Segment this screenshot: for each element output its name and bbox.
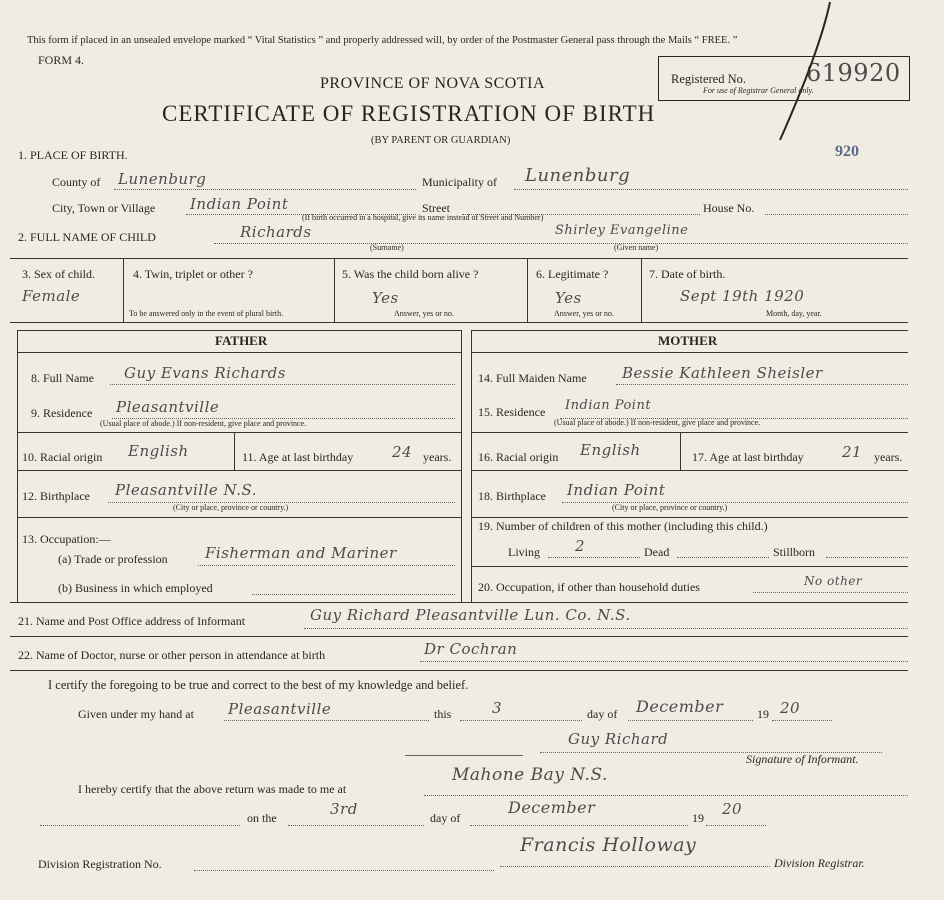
registered-number: 619920	[806, 59, 901, 87]
father-birthplace-note: (City or place, province or country.)	[173, 503, 289, 512]
dead-line	[677, 557, 769, 558]
col-divider	[334, 258, 335, 322]
living-line	[548, 557, 640, 558]
father-business-label: (b) Business in which employed	[58, 581, 213, 595]
reg-month-line	[470, 825, 688, 826]
col-divider	[680, 432, 681, 470]
year-line	[772, 720, 832, 721]
reg-day-of-label: day of	[430, 811, 461, 825]
registered-label: Registered No.	[671, 72, 746, 86]
stillborn-line	[826, 557, 908, 558]
father-box-right	[461, 330, 462, 602]
row-divider	[471, 352, 908, 353]
day-line	[460, 720, 582, 721]
reg-day-line	[288, 825, 424, 826]
father-years: years.	[423, 450, 452, 464]
father-birthplace-value: Pleasantville N.S.	[115, 481, 257, 499]
father-age-label: 11. Age at last birthday	[242, 450, 354, 464]
father-birthplace-label: 12. Birthplace	[22, 489, 90, 503]
registrar-note: For use of Registrar General only.	[703, 86, 814, 95]
father-trade-label: (a) Trade or profession	[58, 552, 168, 566]
row-divider	[17, 432, 461, 433]
row-divider	[10, 602, 908, 603]
stamp-number: 920	[835, 143, 859, 160]
mother-birthplace-value: Indian Point	[567, 481, 666, 499]
mother-box-left	[471, 330, 472, 602]
row-divider	[17, 470, 461, 471]
certificate-subtitle: (BY PARENT OR GUARDIAN)	[371, 135, 511, 146]
day-of-label: day of	[587, 707, 618, 721]
doctor-label: 22. Name of Doctor, nurse or other person in attendance at birth	[18, 648, 326, 662]
year-prefix: 19	[757, 707, 769, 721]
legitimate-value: Yes	[555, 289, 582, 307]
county-line	[114, 189, 416, 190]
mother-maiden-line	[616, 384, 908, 385]
mother-children-label: 19. Number of children of this mother (including this child.)	[478, 519, 768, 533]
registrar-caption: Division Registrar.	[774, 856, 865, 870]
reg-year: 20	[722, 800, 743, 818]
col-divider	[123, 258, 124, 322]
certificate-title: CERTIFICATE OF REGISTRATION OF BIRTH	[162, 101, 656, 126]
municipality-label: Municipality of	[422, 175, 497, 189]
col-divider	[641, 258, 642, 322]
this-label: this	[434, 707, 452, 721]
father-residence-value: Pleasantville	[116, 398, 220, 416]
father-box-left	[17, 330, 18, 602]
doctor-value: Dr Cochran	[424, 640, 518, 658]
father-trade-line	[198, 565, 455, 566]
informant-line	[304, 628, 908, 629]
father-name-value: Guy Evans Richards	[124, 364, 286, 382]
doctor-line	[420, 661, 908, 662]
father-name-line	[110, 384, 455, 385]
house-line	[765, 214, 908, 215]
sex-value: Female	[22, 287, 81, 305]
father-racial-label: 10. Racial origin	[22, 450, 103, 464]
signature-rule	[405, 755, 523, 756]
registrar-signature-line	[500, 866, 770, 867]
legitimate-label: 6. Legitimate ?	[536, 267, 609, 281]
reg-year-prefix: 19	[692, 811, 704, 825]
row-divider	[17, 517, 461, 518]
mother-birthplace-note: (City or place, province or country.)	[612, 503, 728, 512]
return-place: Mahone Bay N.S.	[452, 765, 608, 785]
reg-month: December	[508, 798, 596, 817]
row-divider	[471, 517, 908, 518]
mother-age-value: 21	[842, 443, 863, 461]
informant-label: 21. Name and Post Office address of Informant	[18, 614, 246, 628]
father-trade-value: Fisherman and Mariner	[205, 544, 397, 562]
mother-residence-note: (Usual place of abode.) If non-resident, give place and province.	[554, 418, 761, 427]
dob-label: 7. Date of birth.	[649, 267, 726, 281]
street-label: Street	[422, 201, 450, 215]
mother-box-top	[471, 330, 908, 331]
given-place-line	[224, 720, 429, 721]
father-heading: FATHER	[215, 333, 268, 348]
father-residence-label: 9. Residence	[31, 406, 93, 420]
father-occupation-label: 13. Occupation:—	[22, 532, 111, 546]
hospital-note: (If birth occurred in a hospital, give its name instead of Street and Number)	[302, 213, 544, 222]
mother-maiden-value: Bessie Kathleen Sheisler	[622, 364, 823, 382]
province-heading: PROVINCE OF NOVA SCOTIA	[320, 75, 546, 92]
mother-residence-label: 15. Residence	[478, 405, 546, 419]
dob-note: Month, day, year.	[766, 309, 822, 318]
alive-note: Answer, yes or no.	[394, 309, 454, 318]
informant-signature: Guy Richard	[568, 730, 669, 748]
mother-racial-label: 16. Racial origin	[478, 450, 559, 464]
return-place-line	[424, 795, 908, 796]
reg-day: 3rd	[330, 800, 358, 818]
row-divider	[471, 470, 908, 471]
mother-occupation-line	[753, 592, 908, 593]
father-racial-value: English	[128, 442, 189, 460]
registrar-signature: Francis Holloway	[520, 834, 697, 856]
row-divider	[471, 566, 908, 567]
child-given-name: Shirley Evangeline	[555, 223, 689, 238]
twin-note: To be answered only in the event of plural birth.	[129, 309, 284, 318]
row-divider	[17, 352, 461, 353]
stillborn-label: Stillborn	[773, 545, 816, 559]
mother-years: years.	[874, 450, 903, 464]
pen-stroke-mark	[770, 0, 840, 145]
mother-maiden-label: 14. Full Maiden Name	[478, 371, 587, 385]
sex-label: 3. Sex of child.	[22, 267, 95, 281]
given-place: Pleasantville	[228, 700, 332, 718]
row-divider	[10, 258, 908, 259]
on-the-label: on the	[247, 811, 277, 825]
living-value: 2	[575, 537, 586, 555]
postal-notice: This form if placed in an unsealed envelope marked “ Vital Statistics ” and properly addressed will, by order of the Postmaster General pass through the Mails “ FREE. ”	[27, 35, 738, 46]
informant-value: Guy Richard Pleasantville Lun. Co. N.S.	[310, 606, 631, 624]
certify-text: I certify the foregoing to be true and correct to the best of my knowledge and belief.	[48, 678, 469, 692]
on-the-lead-line	[40, 825, 240, 826]
child-surname: Richards	[240, 223, 312, 241]
city-value: Indian Point	[190, 195, 289, 213]
given-label: Given under my hand at	[78, 707, 194, 721]
municipality-line	[514, 189, 908, 190]
row-divider	[10, 322, 908, 323]
alive-label: 5. Was the child born alive ?	[342, 267, 479, 281]
dead-label: Dead	[644, 545, 670, 559]
given-caption: (Given name)	[614, 243, 659, 252]
division-no-label: Division Registration No.	[38, 857, 162, 871]
division-no-line	[194, 870, 494, 871]
mother-residence-value: Indian Point	[565, 398, 652, 413]
city-label: City, Town or Village	[52, 201, 156, 215]
county-value: Lunenburg	[118, 170, 207, 188]
col-divider	[527, 258, 528, 322]
row-divider	[471, 432, 908, 433]
child-name-line	[214, 243, 908, 244]
county-label: County of	[52, 175, 101, 189]
house-label: House No.	[703, 201, 755, 215]
month-line	[628, 720, 753, 721]
month-value: December	[636, 697, 724, 716]
alive-value: Yes	[372, 289, 399, 307]
reg-year-line	[706, 825, 766, 826]
legitimate-note: Answer, yes or no.	[554, 309, 614, 318]
father-business-line	[252, 594, 455, 595]
municipality-value: Lunenburg	[525, 165, 631, 186]
row-divider	[10, 670, 908, 671]
day-value: 3	[492, 699, 503, 717]
twin-label: 4. Twin, triplet or other ?	[133, 267, 253, 281]
place-of-birth-heading: 1. PLACE OF BIRTH.	[18, 148, 128, 162]
father-name-label: 8. Full Name	[31, 371, 94, 385]
form-number: FORM 4.	[38, 53, 85, 67]
mother-heading: MOTHER	[658, 333, 718, 348]
child-name-label: 2. FULL NAME OF CHILD	[18, 230, 156, 244]
father-age-value: 24	[392, 443, 413, 461]
mother-birthplace-label: 18. Birthplace	[478, 489, 546, 503]
father-residence-note: (Usual place of abode.) If non-resident, give place and province.	[100, 419, 307, 428]
mother-age-label: 17. Age at last birthday	[692, 450, 804, 464]
mother-racial-value: English	[580, 441, 641, 459]
signature-caption: Signature of Informant.	[746, 752, 859, 766]
living-label: Living	[508, 545, 540, 559]
mother-occupation-value: No other	[804, 574, 863, 588]
col-divider	[234, 432, 235, 470]
year-value: 20	[780, 699, 801, 717]
row-divider	[10, 636, 908, 637]
surname-caption: (Surname)	[370, 243, 404, 252]
mother-occupation-label: 20. Occupation, if other than household duties	[478, 580, 700, 594]
father-box-top	[17, 330, 461, 331]
dob-value: Sept 19th 1920	[680, 287, 805, 305]
return-text: I hereby certify that the above return was made to me at	[78, 782, 347, 796]
